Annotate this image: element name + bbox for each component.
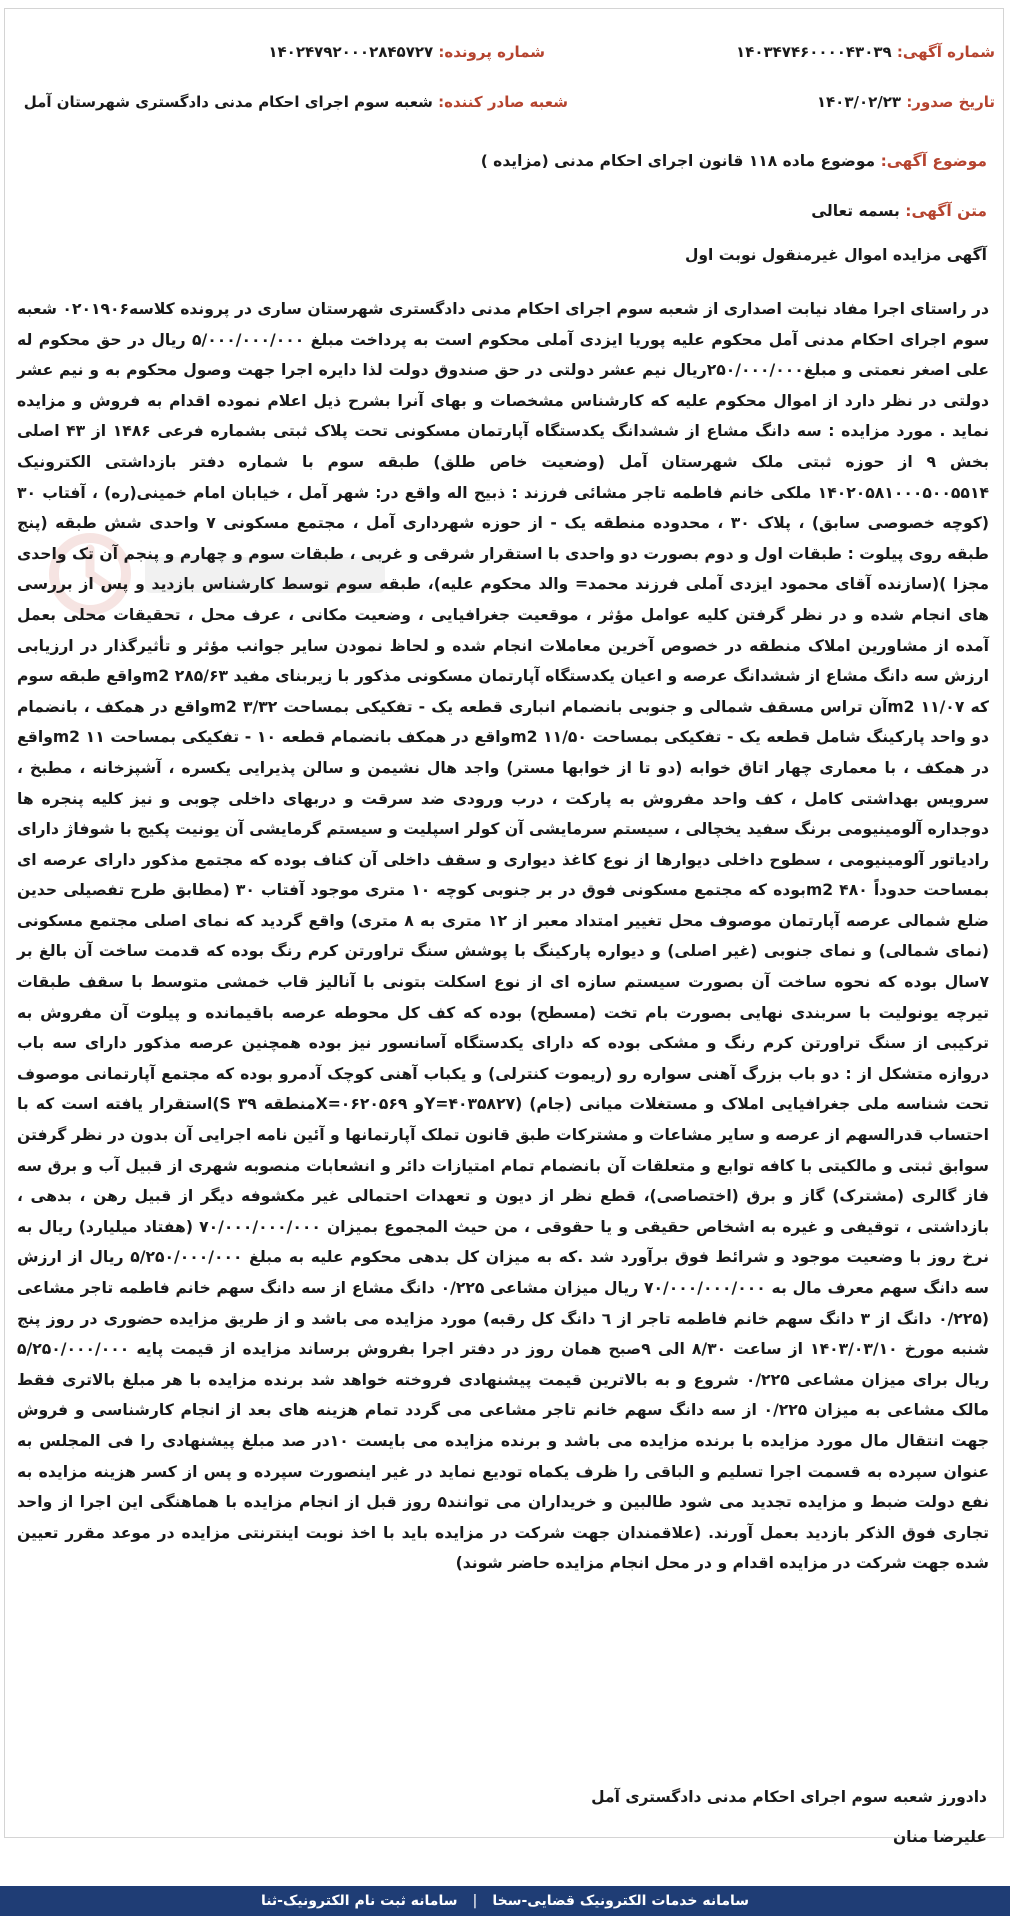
subject-value: موضوع ماده ۱۱۸ قانون اجرای احکام مدنی (مزایده ) — [480, 152, 876, 170]
ad-number-label: شماره آگهی: — [896, 43, 995, 61]
case-number-value: ۱۴۰۲۴۷۹۲۰۰۰۲۸۴۵۷۲۷ — [268, 43, 434, 61]
case-number-label: شماره پرونده: — [438, 43, 545, 61]
issuer-label: شعبه صادر کننده: — [438, 93, 568, 111]
meta-row-issuer — [13, 93, 995, 123]
issue-date-value: ۱۴۰۳/۰۲/۲۳ — [816, 93, 902, 111]
issue-date-label: تاریخ صدور: — [906, 93, 995, 111]
notice-title: آگهی مزایده اموال غیرمنقول نوبت اول — [684, 246, 987, 264]
signature-title: دادورز شعبه سوم اجرای احکام مدنی دادگستری آمل — [591, 1788, 987, 1806]
issuer — [24, 93, 568, 111]
footer-separator: | — [472, 1893, 478, 1909]
meta-row-numbers — [13, 43, 995, 73]
footer-bar — [0, 1886, 1010, 1916]
ad-number — [736, 43, 995, 61]
notice-card — [4, 8, 1004, 1846]
case-number — [268, 43, 545, 61]
ad-number-value: ۱۴۰۳۴۷۴۶۰۰۰۰۴۳۰۳۹ — [736, 43, 892, 61]
text-section-label: متن آگهی: — [905, 202, 987, 220]
text-section-row — [19, 202, 987, 220]
subject-label: موضوع آگهی: — [880, 152, 987, 170]
subject-row — [19, 152, 987, 170]
issuer-value: شعبه سوم اجرای احکام مدنی دادگستری شهرستان آمل — [23, 93, 433, 111]
footer-link-sakha[interactable]: سامانه خدمات الکترونیک قضایی-سخا — [492, 1893, 750, 1909]
text-section-value: بسمه تعالی — [811, 202, 900, 220]
notice-body: در راستای اجرا مفاد نیابت اصداری از شعبه سوم اجرای احکام مدنی دادگستری شهرستان ساری در پرونده کلاسه۰۲۰۱۹۰۶ شعبه سوم اجرای احکام مدنی آمل محکوم علیه پوریا ایزدی آملی محکوم است به پرداخت مبلغ ۵/۰۰۰/۰۰۰/۰۰۰ ریال در حق محکوم له علی اصغر نعمتی و مبلغ۲۵۰/۰۰۰/۰۰۰ریال نیم عشر دولتی در حق صندوق دولت لذا دایره اجرا جهت وصول محکوم به و نیم عشر دولتی در نظر دارد از اموال محکوم علیه که کارشناس مشخصات و بهای آنرا بشرح ذیل اعلام نموده اقدام به فروش و مزایده نماید . مورد مزایده : سه دانگ مشاع از ششدانگ یکدستگاه آپارتمان مسکونی تحت پلاک ثبتی بشماره فرعی ۱۴۸۶ از ۴۳ اصلی بخش ۹ از حوزه ثبتی ملک شهرستان آمل (وضعیت خاص طلق) طبقه سوم با شماره دفتر بازداشتی الکترونیک ۱۴۰۲۰۵۸۱۰۰۰۵۰۰۵۵۱۴ ملکی خانم فاطمه تاجر مشائی فرزند : ذبیح اله واقع در: شهر آمل ، خیابان امام خمینی(ره) ، آفتاب ۳۰ (کوچه خصوصی سابق) ، پلاک ۳۰ ، محدوده منطقه یک - از حوزه شهرداری آمل ، مجتمع مسکونی ۷ واحدی شش طبقه (پنج طبقه روی پیلوت : طبقات اول و دوم بصورت دو واحدی با استقرار شرقی و غربی ، طبقات سوم و چهارم و پنجم آن تک واحدی مجزا )(سازنده آقای محمود ایزدی آملی فرزند محمد= والد محکوم علیه)، طبقه سوم توسط کارشناس بازدید و پس از بررسی های انجام شده و در نظر گرفتن کلیه عوامل مؤثر ، موقعیت جغرافیایی ، وضعیت مکانی ، عرف محل ، تحقیقات محلی بعمل آمده از مشاورین املاک منطقه در خصوص آخرین معاملات انجام شده و لحاظ نمودن سایر جوانب مؤثر و تأثیرگذار در ارزیابی ارزش سه دانگ مشاع از ششدانگ عرصه و اعیان یکدستگاه آپارتمان مسکونی مذکور با زیربنای مفید ۲۸۵/۶۳ m2واقع طبقه سوم که ۱۱/۰۷ m2آن تراس مسقف شمالی و جنوبی بانضمام انباری قطعه یک - تفکیکی بمساحت ۳/۳۲ m2واقع در همکف ، بانضمام دو واحد پارکینگ شامل قطعه یک - تفکیکی بمساحت ۱۱/۵۰ m2واقع در همکف بانضمام قطعه ۱۰ - تفکیکی بمساحت ۱۱ m2واقع در همکف ، با معماری چهار اتاق خوابه (دو تا از خوابها مستر) واجد هال نشیمن و سالن پذیرایی یکسره ، آشپزخانه ، مطبخ ، سرویس بهداشتی کامل ، کف واحد مفروش به پارکت ، درب ورودی ضد سرقت و دربهای داخلی چوبی و نیز کلیه پنجره ها دوجداره آلومینیومی برنگ سفید یخچالی ، سیستم سرمایشی آن کولر اسپلیت و سیستم گرمایشی آن یونیت پکیج با شوفاژ دارای رادیاتور آلومینیومی ، سطوح داخلی دیوارها از نوع کاغذ دیواری و سقف داخلی آن کناف بوده که مجتمع مذکور دارای عرصه ای بمساحت حدوداً ۴۸۰ m2بوده که مجتمع مسکونی فوق در بر جنوبی کوچه ۱۰ متری موجود آفتاب ۳۰ (مطابق طرح تفصیلی حدین ضلع شمالی عرصه آپارتمان موصوف محل تغییر امتداد معبر از ۱۲ متری به ۸ متری) واقع گردید که نمای اصلی مجتمع مسکونی (نمای شمالی) و نمای جنوبی (غیر اصلی) و دیواره پارکینگ با پوشش سنگ تراورتن کرم رنگ بوده که قدمت ساخت آن بالغ بر ۷سال بوده که نحوه ساخت آن بصورت سیستم سازه ای از نوع اسکلت بتونی با آنالیز قاب خمشی متوسط با سقف طبقات تیرچه یونولیت با سربندی نهایی بصورت بام تخت (مسطح) بوده که کف کل محوطه عرصه باقیمانده و پیلوت آن مفروش به ترکیبی از سنگ تراورتن کرم رنگ و مشکی بوده که دارای یکدستگاه آسانسور نیز بوده همچنین عرصه مذکور دارای سه باب دروازه متشکل از : دو باب بزرگ آهنی سواره رو (ریموت کنترلی) و یکباب آهنی کوچک آدمرو بوده که مجتمع آپارتمانی موصوف تحت شناسه ملی جغرافیایی املاک و مستغلات میانی (جام) (Y=۴۰۳۵۸۲۷و X=۰۶۲۰۵۶۹منطقه ۳۹ S)استقرار یافته است که با احتساب قدرالسهم از عرصه و سایر مشاعات و مشترکات طبق قانون تملک آپارتمانها و آئین نامه اجرایی آن بدون در نظر گرفتن سوابق ثبتی و مالکیتی با کافه توابع و متعلقات آن بانضمام تمام امتیازات دائر و انشعابات منصوبه شهری از قبیل آب و برق سه فاز گالری (مشترک) گاز و برق (اختصاصی)، قطع نظر از دیون و تعهدات احتمالی غیر مکشوفه دیگر از قبیل رهن ، بدهی ، بازداشتی ، توقیفی و غیره به اشخاص حقیقی و یا حقوقی ، من حیث المجموع بمیزان ۷۰/۰۰۰/۰۰۰/۰۰۰ (هفتاد میلیارد) ریال به نرخ روز با وضعیت موجود و شرائط فوق برآورد شد .که به میزان کل بدهی محکوم علیه به مبلغ ۵/۲۵۰/۰۰۰/۰۰۰ ریال از ارزش سه دانگ سهم معرف مال به ۷۰/۰۰۰/۰۰۰/۰۰۰ ریال میزان مشاعی ۰/۲۲۵ دانگ مشاع از سه دانگ سهم خانم فاطمه تاجر مشاعی (۰/۲۲۵ دانگ از ۳ دانگ سهم خانم فاطمه تاجر از ٦ دانگ کل رقبه) مورد مزایده می باشد و از طریق مزایده حضوری در روز پنج شنبه مورخ ۱۴۰۳/۰۳/۱۰ از ساعت ۸/۳۰ الی ۹صبح همان روز در دفتر اجرا بفروش برساند مزایده از قیمت پایه ۵/۲۵۰/۰۰۰/۰۰۰ ریال برای میزان مشاعی ۰/۲۲۵ شروع و به بالاترین قیمت پیشنهادی فروخته خواهد شد برنده مزایده با هر مبلغ بالاتری فقط مالک مشاعی به میزان ۰/۲۲۵ از سه دانگ سهم خانم تاجر مشاعی می گردد تمام هزینه های بعد از انجام کارشناسی و فروش جهت انتقال مال مورد مزایده با برنده مزایده می باشد و برنده مزایده می بایست ۱۰در صد مبلغ پیشنهادی را فی المجلس به عنوان سپرده به قسمت اجرا تسلیم و الباقی را ظرف یکماه تودیع نماید در غیر اینصورت سپرده و پس از کسر هزینه مزایده به نفع دولت ضبط و مزایده تجدید می شود طالبین و خریداران می توانند۵ روز قبل از انجام مزایده با هماهنگی این اجرا از واحد تجاری فوق الذکر بازدید بعمل آورند. (علاقمندان جهت شرکت در مزایده باید با اخذ نوبت اینترنتی مزایده در موعد مقرر تعیین شده جهت شرکت در مزایده اقدام و در محل انجام مزایده حاضر شوند) — [17, 300, 990, 1573]
signature-name: علیرضا منان — [892, 1828, 987, 1846]
footer-link-sana[interactable]: سامانه ثبت نام الکترونیک-ثنا — [260, 1893, 458, 1909]
issue-date — [817, 93, 995, 111]
